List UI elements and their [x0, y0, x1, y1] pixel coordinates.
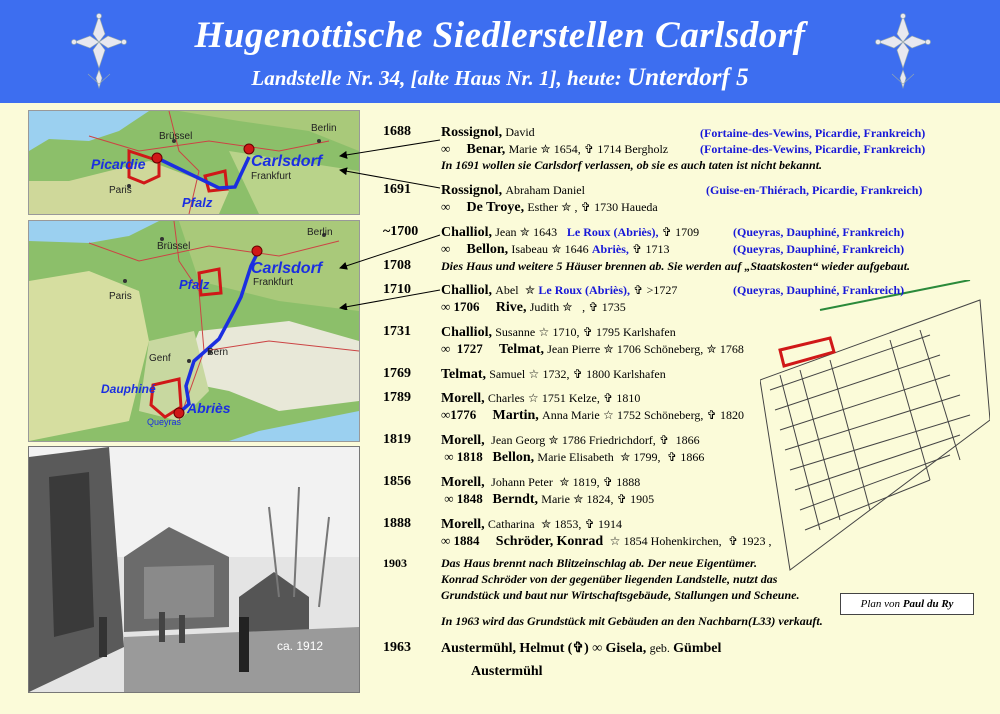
- entry-1688-spouse-origin: (Fortaine-des-Vewins, Picardie, Frankreich): [700, 142, 926, 156]
- map2-label-paris: Paris: [109, 291, 132, 302]
- entry-1731-spouse: ∞ 1727 Telmat, Jean Pierre ✮ 1706 Schöneberg, ✮ 1768: [441, 341, 744, 357]
- subtitle-address: Unterdorf 5: [627, 64, 749, 91]
- year-1691: 1691: [383, 182, 411, 197]
- map2-label-bern: Bern: [207, 347, 229, 358]
- entry-1963-main: Austermühl, Helmut (✞) ∞ Gisela, geb. Gümbel: [441, 641, 722, 656]
- map2-label-frankfurt: Frankfurt: [253, 277, 294, 288]
- entry-1710-origin: (Queyras, Dauphiné, Frankreich): [733, 283, 905, 297]
- entry-1819-main: Morell, Jean Georg ✮ 1786 Friedrichdorf, ✞ 1866: [441, 433, 700, 448]
- year-1769: 1769: [383, 366, 411, 381]
- map2-label-carlsdorf: Carlsdorf: [251, 260, 323, 277]
- historic-photo: [28, 446, 360, 693]
- entry-1963-footer: Austermühl: [471, 664, 543, 679]
- map1-label-carlsdorf: Carlsdorf: [251, 153, 323, 170]
- subtitle-prefix: Landstelle Nr. 34, [alte Haus Nr. 1], heute:: [251, 66, 622, 90]
- entry-1903-line3: Grundstück und baut nur Wirtschaftsgebäude, Stallungen und Scheune.: [441, 588, 800, 602]
- entry-1688-note: In 1691 wollen sie Carlsdorf verlassen, ob sie es auch taten ist nicht bekannt.: [441, 158, 823, 172]
- header-banner: [0, 0, 1000, 103]
- year-1688: 1688: [383, 124, 411, 139]
- settlement-plan: [760, 280, 990, 580]
- entry-1688-spouse: ∞ Benar, Marie ✮ 1654, ✞ 1714 Bergholz: [441, 141, 669, 157]
- entry-1888-main: Morell, Catharina ✮ 1853, ✞ 1914: [441, 517, 622, 532]
- entry-1856-spouse: ∞ 1848 Berndt, Marie ✮ 1824, ✞ 1905: [444, 491, 655, 507]
- year-1819: 1819: [383, 432, 411, 447]
- entry-1688-origin: (Fortaine-des-Vewins, Picardie, Frankreich): [700, 126, 926, 140]
- entry-1710-main: Challiol, Abel ✮ Le Roux (Abriès), ✞ >1727: [441, 283, 678, 298]
- entry-1691-spouse: ∞ De Troye, Esther ✮ , ✞ 1730 Haueda: [441, 199, 658, 215]
- year-1888: 1888: [383, 516, 411, 531]
- entry-1691-origin: (Guise-en-Thiérach, Picardie, Frankreich): [706, 183, 923, 197]
- plan-caption: Plan von Paul du Ry: [840, 593, 974, 615]
- entry-1710-spouse: ∞ 1706 Rive, Judith ✮ , ✞ 1735: [441, 299, 626, 315]
- entry-1700-spouse: ∞ Bellon, Isabeau ✮ 1646 Abriès, ✞ 1713: [441, 241, 670, 257]
- map2-label-genf: Genf: [149, 353, 171, 364]
- entry-1700-origin: (Queyras, Dauphiné, Frankreich): [733, 225, 905, 239]
- year-1903: 1903: [383, 556, 407, 570]
- year-1963: 1963: [383, 640, 411, 655]
- map1-label-berlin: Berlin: [311, 123, 337, 134]
- entry-1691-main: Rossignol, Abraham Daniel: [441, 183, 585, 198]
- year-1700: ~1700: [383, 224, 419, 239]
- year-1856: 1856: [383, 474, 411, 489]
- entry-1903-line4: In 1963 wird das Grundstück mit Gebäuden an den Nachbarn(L33) verkauft.: [441, 614, 823, 628]
- page-subtitle: [0, 64, 1000, 92]
- year-1708: 1708: [383, 258, 411, 273]
- year-1789: 1789: [383, 390, 411, 405]
- migration-map-picardie: [28, 110, 360, 215]
- entry-1700-spouse-origin: (Queyras, Dauphiné, Frankreich): [733, 242, 905, 256]
- entry-1819-spouse: ∞ 1818 Bellon, Marie Elisabeth ✮ 1799, ✞ 1866: [444, 449, 705, 465]
- entry-1789-main: Morell, Charles ☆ 1751 Kelze, ✞ 1810: [441, 391, 641, 406]
- map2-label-berlin: Berlin: [307, 227, 333, 238]
- map1-label-bruessel: Brüssel: [159, 131, 193, 142]
- entry-1769-main: Telmat, Samuel ☆ 1732, ✞ 1800 Karlshafen: [441, 367, 666, 382]
- map1-label-pfalz: Pfalz: [182, 195, 213, 210]
- entry-1903-line2: Konrad Schröder von der gegenüber liegenden Landstelle, nutzt das: [441, 572, 778, 586]
- huguenot-cross-icon: [872, 12, 934, 90]
- map2-label-pfalz: Pfalz: [179, 277, 210, 292]
- entry-1708-note: Dies Haus und weitere 5 Häuser brennen ab. Sie werden auf „Staatskosten“ wieder aufgebaut.: [441, 259, 911, 273]
- map1-label-frankfurt: Frankfurt: [251, 171, 292, 182]
- map2-label-queyras: Queyras: [147, 417, 182, 427]
- entry-1688-main: Rossignol, David: [441, 125, 535, 140]
- map1-label-picardie: Picardie: [91, 156, 146, 172]
- entry-1700-main: Challiol, Jean ✮ 1643 Le Roux (Abriès), ✞ 1709: [441, 225, 700, 240]
- year-1710: 1710: [383, 282, 411, 297]
- map2-label-bruessel: Brüssel: [157, 241, 191, 252]
- map2-label-abries: Abriès: [187, 400, 231, 416]
- entry-1856-main: Morell, Johann Peter ✮ 1819, ✞ 1888: [441, 475, 641, 490]
- entry-1903-line1: Das Haus brennt nach Blitzeinschlag ab. Der neue Eigentümer.: [441, 556, 758, 570]
- entry-1888-spouse: ∞ 1884 Schröder, Konrad ☆ 1854 Hohenkirchen, ✞ 1923 ,: [441, 533, 772, 549]
- map2-label-dauphine: Dauphiné: [101, 382, 156, 396]
- page-title: Hugenottische Siedlerstellen Carlsdorf: [194, 15, 806, 56]
- migration-map-dauphine: [28, 220, 360, 442]
- year-1731: 1731: [383, 324, 411, 339]
- entry-1731-main: Challiol, Susanne ☆ 1710, ✞ 1795 Karlshafen: [441, 325, 676, 340]
- entry-1789-spouse: ∞1776 Martin, Anna Marie ☆ 1752 Schöneberg, ✞ 1820: [441, 407, 744, 423]
- photo-caption: ca. 1912: [277, 639, 324, 653]
- map1-label-paris: Paris: [109, 185, 132, 196]
